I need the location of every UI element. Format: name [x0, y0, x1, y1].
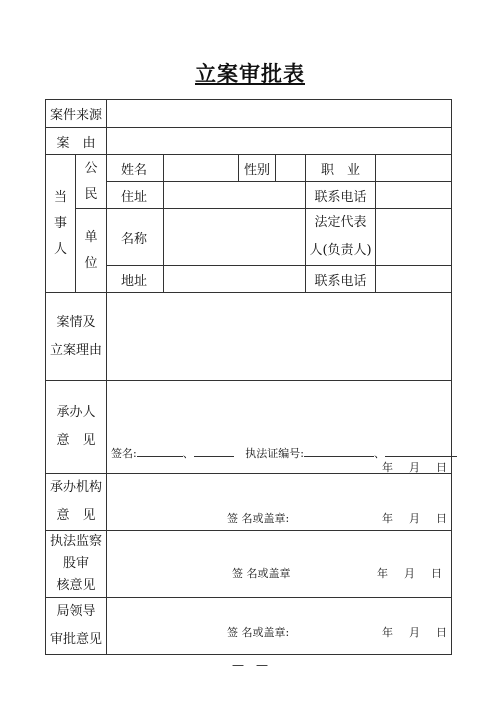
- unit-address-field[interactable]: [164, 266, 306, 293]
- leader-date: 年 月 日: [382, 625, 448, 639]
- occupation-field[interactable]: [376, 155, 452, 182]
- unit-phone-label: 联系电话: [306, 266, 376, 293]
- leader-approval-field[interactable]: [107, 598, 452, 655]
- occupation-label: 职 业: [306, 155, 376, 182]
- handler-date: 年 月 日: [382, 461, 448, 474]
- agency-date: 年 月 日: [382, 511, 448, 525]
- address-label: 住址: [107, 182, 164, 209]
- agency-sign-label: 签 名或盖章:: [227, 511, 290, 525]
- agency-opinion-field[interactable]: [107, 474, 452, 531]
- supervision-date: 年 月 日: [377, 567, 443, 580]
- handler-sign-line-2[interactable]: [194, 446, 234, 457]
- address-field[interactable]: [164, 182, 306, 209]
- unit-label: 单 位: [76, 209, 107, 293]
- unit-phone-field[interactable]: [376, 266, 452, 293]
- handler-sign-label: 签名:: [111, 447, 137, 460]
- leader-sign-label: 签 名或盖章:: [227, 625, 290, 639]
- gender-field[interactable]: [276, 155, 306, 182]
- legal-rep-field[interactable]: [376, 209, 452, 266]
- supervision-sign-label: 签 名或盖章: [232, 567, 291, 580]
- gender-label: 性别: [239, 155, 276, 182]
- handler-opinion-field[interactable]: [107, 381, 452, 474]
- legal-rep-label: 法定代表 人(负责人): [306, 209, 376, 266]
- unit-address-label: 地址: [107, 266, 164, 293]
- case-cause-label: 案 由: [46, 128, 107, 155]
- case-reason-label: 案情及 立案理由: [46, 293, 107, 381]
- unit-name-field[interactable]: [164, 209, 306, 266]
- approval-form-table: [45, 99, 452, 655]
- supervision-opinion-field[interactable]: [107, 531, 452, 598]
- handler-cert-line-2[interactable]: [385, 446, 457, 457]
- citizen-label: 公 民: [76, 155, 107, 209]
- case-cause-field[interactable]: [107, 128, 452, 155]
- case-source-field[interactable]: [107, 100, 452, 128]
- agency-opinion-label: 承办机构 意 见: [46, 474, 107, 531]
- name-label: 姓名: [107, 155, 164, 182]
- phone-label: 联系电话: [306, 182, 376, 209]
- handler-sep-1: 、: [182, 447, 194, 460]
- page-footer: — —: [231, 658, 268, 672]
- name-field[interactable]: [164, 155, 239, 182]
- supervision-opinion-label: 执法监察 股审 核意见: [46, 531, 107, 598]
- handler-cert-line-1[interactable]: [304, 446, 374, 457]
- party-label: 当 事 人: [46, 155, 76, 293]
- phone-field[interactable]: [376, 182, 452, 209]
- handler-opinion-label: 承办人 意 见: [46, 381, 107, 474]
- handler-cert-label: 执法证编号:: [245, 447, 304, 460]
- leader-approval-label: 局领导 审批意见: [46, 598, 107, 655]
- case-source-label: 案件来源: [46, 100, 107, 128]
- form-title: 立案审批表: [195, 62, 305, 86]
- handler-sep-2: 、: [373, 447, 385, 460]
- case-reason-field[interactable]: [107, 293, 452, 381]
- handler-sign-line-1[interactable]: [137, 446, 183, 457]
- unit-name-label: 名称: [107, 209, 164, 266]
